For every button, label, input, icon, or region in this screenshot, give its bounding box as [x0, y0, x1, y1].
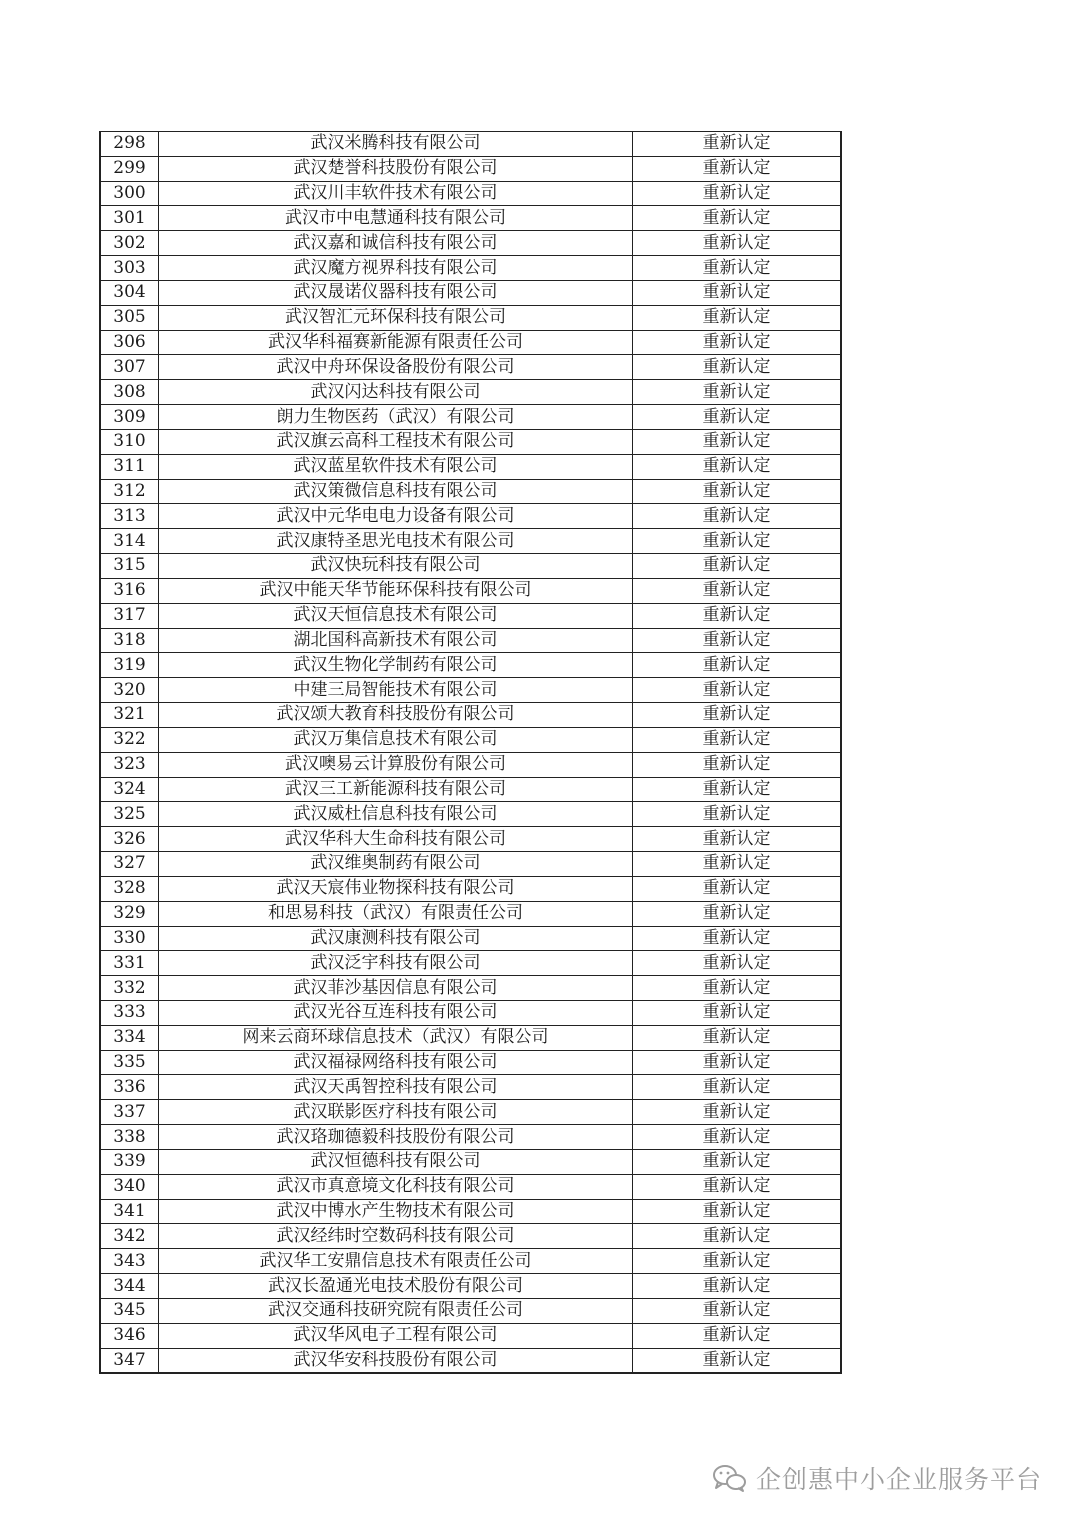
table-row [100, 876, 841, 901]
status-cell: 重新认定 [633, 976, 842, 1001]
table-row [100, 976, 841, 1001]
company-name-cell: 武汉旗云高科工程技术有限公司 [159, 429, 633, 454]
company-name-cell: 武汉福禄网络科技有限公司 [159, 1050, 633, 1075]
status-cell: 重新认定 [633, 876, 842, 901]
table-row [100, 380, 841, 405]
company-name-cell: 武汉泛宇科技有限公司 [159, 951, 633, 976]
company-name-cell: 武汉经纬时空数码科技有限公司 [159, 1224, 633, 1249]
company-name-cell: 武汉联影医疗科技有限公司 [159, 1100, 633, 1125]
row-number-cell: 312 [100, 479, 159, 504]
status-cell: 重新认定 [633, 653, 842, 678]
row-number-cell: 302 [100, 231, 159, 256]
status-cell: 重新认定 [633, 1125, 842, 1150]
watermark-text: 企创惠中小企业服务平台 [755, 1465, 1042, 1494]
company-name-cell: 武汉天禹智控科技有限公司 [159, 1075, 633, 1100]
table-row [100, 454, 841, 479]
status-cell: 重新认定 [633, 1224, 842, 1249]
table-row [100, 703, 841, 728]
company-name-cell: 武汉蓝星软件技术有限公司 [159, 454, 633, 479]
row-number-cell: 320 [100, 678, 159, 703]
table-row [100, 752, 841, 777]
table-row [100, 504, 841, 529]
status-cell: 重新认定 [633, 852, 842, 877]
table-row [100, 1000, 841, 1025]
table-row [100, 578, 841, 603]
table-row [100, 231, 841, 256]
company-name-cell: 武汉华科大生命科技有限公司 [159, 827, 633, 852]
status-cell: 重新认定 [633, 603, 842, 628]
status-cell: 重新认定 [633, 752, 842, 777]
company-name-cell: 武汉中舟环保设备股份有限公司 [159, 355, 633, 380]
table-row [100, 132, 841, 157]
status-cell: 重新认定 [633, 1199, 842, 1224]
status-cell: 重新认定 [633, 926, 842, 951]
status-cell: 重新认定 [633, 280, 842, 305]
status-cell: 重新认定 [633, 1075, 842, 1100]
table-row [100, 1274, 841, 1299]
company-name-cell: 武汉晟诺仪器科技有限公司 [159, 280, 633, 305]
company-name-cell: 武汉市真意境文化科技有限公司 [159, 1174, 633, 1199]
row-number-cell: 315 [100, 554, 159, 579]
row-number-cell: 337 [100, 1100, 159, 1125]
row-number-cell: 323 [100, 752, 159, 777]
row-number-cell: 331 [100, 951, 159, 976]
status-cell: 重新认定 [633, 727, 842, 752]
row-number-cell: 321 [100, 703, 159, 728]
table-row [100, 479, 841, 504]
row-number-cell: 346 [100, 1323, 159, 1348]
row-number-cell: 326 [100, 827, 159, 852]
status-cell: 重新认定 [633, 1050, 842, 1075]
company-name-cell: 武汉天宸伟业物探科技有限公司 [159, 876, 633, 901]
status-cell: 重新认定 [633, 355, 842, 380]
table-row [100, 1199, 841, 1224]
table-row [100, 405, 841, 430]
row-number-cell: 318 [100, 628, 159, 653]
company-name-cell: 武汉嘉和诚信科技有限公司 [159, 231, 633, 256]
row-number-cell: 301 [100, 206, 159, 231]
status-cell: 重新认定 [633, 429, 842, 454]
company-name-cell: 武汉三工新能源科技有限公司 [159, 777, 633, 802]
company-name-cell: 武汉颂大教育科技股份有限公司 [159, 703, 633, 728]
company-name-cell: 武汉智汇元环保科技有限公司 [159, 305, 633, 330]
status-cell: 重新认定 [633, 1274, 842, 1299]
company-name-cell: 武汉维奥制药有限公司 [159, 852, 633, 877]
table-row [100, 1298, 841, 1323]
company-list-table [99, 131, 842, 1374]
table-row [100, 1125, 841, 1150]
company-name-cell: 武汉华风电子工程有限公司 [159, 1323, 633, 1348]
company-name-cell: 武汉闪达科技有限公司 [159, 380, 633, 405]
table-row [100, 206, 841, 231]
table-row [100, 1249, 841, 1274]
row-number-cell: 347 [100, 1348, 159, 1373]
table-row [100, 429, 841, 454]
row-number-cell: 317 [100, 603, 159, 628]
table-row [100, 603, 841, 628]
table-row [100, 1025, 841, 1050]
company-name-cell: 武汉楚誉科技股份有限公司 [159, 156, 633, 181]
row-number-cell: 305 [100, 305, 159, 330]
status-cell: 重新认定 [633, 305, 842, 330]
company-name-cell: 武汉珞珈德毅科技股份有限公司 [159, 1125, 633, 1150]
company-name-cell: 中建三局智能技术有限公司 [159, 678, 633, 703]
table-row [100, 1149, 841, 1174]
table-row [100, 653, 841, 678]
company-name-cell: 武汉市中电慧通科技有限公司 [159, 206, 633, 231]
company-name-cell: 武汉华工安鼎信息技术有限责任公司 [159, 1249, 633, 1274]
row-number-cell: 345 [100, 1298, 159, 1323]
status-cell: 重新认定 [633, 454, 842, 479]
table-row [100, 554, 841, 579]
row-number-cell: 308 [100, 380, 159, 405]
status-cell: 重新认定 [633, 777, 842, 802]
status-cell: 重新认定 [633, 330, 842, 355]
row-number-cell: 306 [100, 330, 159, 355]
row-number-cell: 338 [100, 1125, 159, 1150]
table-row [100, 1323, 841, 1348]
status-cell: 重新认定 [633, 827, 842, 852]
company-name-cell: 武汉光谷互连科技有限公司 [159, 1000, 633, 1025]
company-name-cell: 武汉菲沙基因信息有限公司 [159, 976, 633, 1001]
company-name-cell: 武汉中元华电电力设备有限公司 [159, 504, 633, 529]
table-row [100, 355, 841, 380]
status-cell: 重新认定 [633, 1025, 842, 1050]
row-number-cell: 311 [100, 454, 159, 479]
row-number-cell: 309 [100, 405, 159, 430]
row-number-cell: 310 [100, 429, 159, 454]
company-name-cell: 网来云商环球信息技术（武汉）有限公司 [159, 1025, 633, 1050]
status-cell: 重新认定 [633, 802, 842, 827]
status-cell: 重新认定 [633, 554, 842, 579]
status-cell: 重新认定 [633, 1249, 842, 1274]
row-number-cell: 332 [100, 976, 159, 1001]
company-name-cell: 朗力生物医药（武汉）有限公司 [159, 405, 633, 430]
status-cell: 重新认定 [633, 1323, 842, 1348]
status-cell: 重新认定 [633, 678, 842, 703]
row-number-cell: 314 [100, 529, 159, 554]
status-cell: 重新认定 [633, 703, 842, 728]
company-name-cell: 武汉康测科技有限公司 [159, 926, 633, 951]
company-name-cell: 武汉噢易云计算股份有限公司 [159, 752, 633, 777]
row-number-cell: 303 [100, 256, 159, 281]
table-row [100, 678, 841, 703]
company-name-cell: 武汉威杜信息科技有限公司 [159, 802, 633, 827]
company-name-cell: 湖北国科高新技术有限公司 [159, 628, 633, 653]
row-number-cell: 339 [100, 1149, 159, 1174]
company-name-cell: 武汉万集信息技术有限公司 [159, 727, 633, 752]
row-number-cell: 329 [100, 901, 159, 926]
company-name-cell: 武汉交通科技研究院有限责任公司 [159, 1298, 633, 1323]
company-name-cell: 武汉策微信息科技有限公司 [159, 479, 633, 504]
row-number-cell: 335 [100, 1050, 159, 1075]
row-number-cell: 325 [100, 802, 159, 827]
table-row [100, 852, 841, 877]
watermark [712, 1458, 1042, 1498]
status-cell: 重新认定 [633, 231, 842, 256]
status-cell: 重新认定 [633, 1298, 842, 1323]
status-cell: 重新认定 [633, 951, 842, 976]
status-cell: 重新认定 [633, 479, 842, 504]
table-row [100, 1348, 841, 1373]
table-row [100, 330, 841, 355]
row-number-cell: 307 [100, 355, 159, 380]
table-row [100, 628, 841, 653]
row-number-cell: 298 [100, 132, 159, 157]
row-number-cell: 319 [100, 653, 159, 678]
status-cell: 重新认定 [633, 901, 842, 926]
company-name-cell: 武汉魔方视界科技有限公司 [159, 256, 633, 281]
row-number-cell: 336 [100, 1075, 159, 1100]
row-number-cell: 342 [100, 1224, 159, 1249]
row-number-cell: 322 [100, 727, 159, 752]
table-row [100, 926, 841, 951]
status-cell: 重新认定 [633, 156, 842, 181]
row-number-cell: 334 [100, 1025, 159, 1050]
table-row [100, 951, 841, 976]
company-name-cell: 武汉天恒信息技术有限公司 [159, 603, 633, 628]
status-cell: 重新认定 [633, 578, 842, 603]
status-cell: 重新认定 [633, 181, 842, 206]
status-cell: 重新认定 [633, 256, 842, 281]
status-cell: 重新认定 [633, 206, 842, 231]
table-row [100, 901, 841, 926]
row-number-cell: 344 [100, 1274, 159, 1299]
status-cell: 重新认定 [633, 1149, 842, 1174]
table-row [100, 1174, 841, 1199]
row-number-cell: 327 [100, 852, 159, 877]
row-number-cell: 304 [100, 280, 159, 305]
table-row [100, 727, 841, 752]
table-row [100, 305, 841, 330]
table-body [100, 132, 841, 1374]
row-number-cell: 341 [100, 1199, 159, 1224]
row-number-cell: 333 [100, 1000, 159, 1025]
row-number-cell: 313 [100, 504, 159, 529]
status-cell: 重新认定 [633, 529, 842, 554]
table-row [100, 156, 841, 181]
company-name-cell: 武汉川丰软件技术有限公司 [159, 181, 633, 206]
company-name-cell: 武汉米腾科技有限公司 [159, 132, 633, 157]
row-number-cell: 330 [100, 926, 159, 951]
company-name-cell: 武汉华安科技股份有限公司 [159, 1348, 633, 1373]
row-number-cell: 343 [100, 1249, 159, 1274]
status-cell: 重新认定 [633, 380, 842, 405]
company-name-cell: 和思易科技（武汉）有限责任公司 [159, 901, 633, 926]
status-cell: 重新认定 [633, 1174, 842, 1199]
company-name-cell: 武汉康特圣思光电技术有限公司 [159, 529, 633, 554]
company-name-cell: 武汉中博水产生物技术有限公司 [159, 1199, 633, 1224]
table-row [100, 802, 841, 827]
status-cell: 重新认定 [633, 628, 842, 653]
row-number-cell: 300 [100, 181, 159, 206]
table-row [100, 1050, 841, 1075]
company-name-cell: 武汉生物化学制药有限公司 [159, 653, 633, 678]
table-row [100, 1075, 841, 1100]
company-name-cell: 武汉华科福赛新能源有限责任公司 [159, 330, 633, 355]
row-number-cell: 328 [100, 876, 159, 901]
row-number-cell: 340 [100, 1174, 159, 1199]
status-cell: 重新认定 [633, 1348, 842, 1373]
row-number-cell: 299 [100, 156, 159, 181]
table-row [100, 181, 841, 206]
table-row [100, 1224, 841, 1249]
row-number-cell: 324 [100, 777, 159, 802]
wechat-icon [712, 1463, 748, 1493]
status-cell: 重新认定 [633, 405, 842, 430]
company-name-cell: 武汉恒德科技有限公司 [159, 1149, 633, 1174]
row-number-cell: 316 [100, 578, 159, 603]
table-row [100, 256, 841, 281]
table-row [100, 1100, 841, 1125]
table-row [100, 777, 841, 802]
table-row [100, 280, 841, 305]
status-cell: 重新认定 [633, 1100, 842, 1125]
company-name-cell: 武汉中能天华节能环保科技有限公司 [159, 578, 633, 603]
table-row [100, 529, 841, 554]
status-cell: 重新认定 [633, 1000, 842, 1025]
status-cell: 重新认定 [633, 504, 842, 529]
company-name-cell: 武汉快玩科技有限公司 [159, 554, 633, 579]
table-row [100, 827, 841, 852]
company-name-cell: 武汉长盈通光电技术股份有限公司 [159, 1274, 633, 1299]
status-cell: 重新认定 [633, 132, 842, 157]
